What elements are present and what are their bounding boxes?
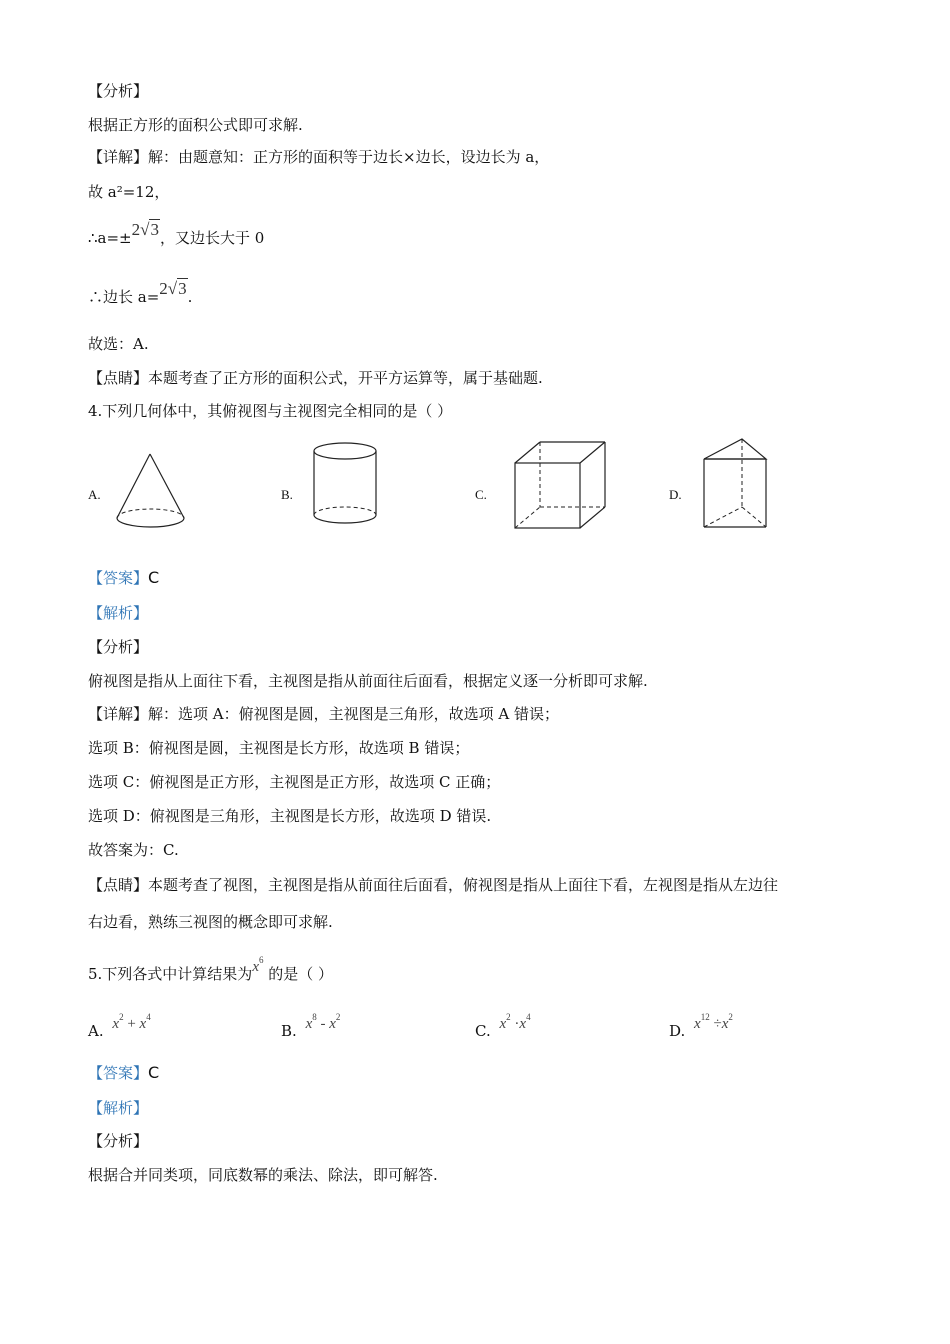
option-d: [669, 1012, 733, 1042]
detail-text: 【详解】解：选项 A：俯视图是圆，主视图是三角形，故选项 A 错误；: [88, 705, 559, 723]
final-answer: 故答案为：C.: [88, 841, 179, 859]
option-label: A.: [88, 1022, 104, 1040]
sqrt-expression: 2√3: [131, 220, 159, 239]
parse-tag: 【解析】: [88, 604, 149, 622]
prism-figure: [700, 434, 772, 532]
answer-value: C: [148, 568, 160, 587]
answer-tag: 【答案】: [88, 1064, 149, 1082]
option-a: [88, 1012, 151, 1042]
option-c-label: C.: [475, 487, 487, 502]
step-3: [88, 279, 193, 307]
option-b: [281, 1012, 341, 1042]
option-d-label: D.: [669, 487, 682, 502]
step-3-prefix: ∴边长 a=: [88, 288, 160, 306]
analysis-heading: 【分析】: [88, 638, 149, 656]
question-5-prefix: 5.下列各式中计算结果为: [88, 965, 253, 983]
answer-tag: 【答案】: [88, 569, 149, 587]
detail-text: 选项 C：俯视图是正方形，主视图是正方形，故选项 C 正确；: [88, 773, 501, 791]
cube-figure: [510, 438, 610, 533]
analysis-text: 俯视图是指从上面往下看，主视图是指从前面往后面看，根据定义逐一分析即可求解.: [88, 672, 648, 690]
step-2-prefix: ∴a=±: [88, 229, 132, 247]
step-2: [88, 220, 265, 248]
cone-figure: [108, 448, 194, 534]
step-1: 故 a²=12，: [88, 183, 170, 201]
parse-tag: 【解析】: [88, 1099, 149, 1117]
comment-text: 右边看，熟练三视图的概念即可求解.: [88, 913, 333, 931]
detail-text: 【详解】解：由题意知：正方形的面积等于边长×边长，设边长为 a，: [88, 148, 550, 166]
answer-line-5: [88, 1063, 159, 1083]
answer-value: C: [148, 1063, 160, 1082]
answer-line-4: [88, 568, 159, 588]
math-expression: $x^2 + x^4$: [112, 1012, 151, 1032]
math-expression: $x^2 \cdot x^4$: [499, 1012, 531, 1032]
question-5-suffix: 的是（ ）: [268, 965, 334, 983]
analysis-heading: 【分析】: [88, 82, 149, 100]
step-3-suffix: .: [187, 288, 193, 306]
comment-text: 【点睛】本题考查了正方形的面积公式，开平方运算等，属于基础题.: [88, 369, 543, 387]
comment-text: 【点睛】本题考查了视图，主视图是指从前面往后面看，俯视图是指从上面往下看，左视图是指从左边往: [88, 876, 779, 894]
math-expression: $x^{12} \div x^2$: [694, 1012, 733, 1032]
cylinder-figure: [306, 440, 386, 530]
detail-text: 选项 B：俯视图是圆，主视图是长方形，故选项 B 错误；: [88, 739, 470, 757]
analysis-heading: 【分析】: [88, 1132, 149, 1150]
option-label: D.: [669, 1022, 686, 1040]
step-2-suffix: ，又边长大于 0: [159, 229, 265, 247]
option-label: C.: [475, 1022, 491, 1040]
question-5: [88, 955, 334, 985]
option-b-label: B.: [281, 487, 293, 502]
math-expression: $x^6$: [252, 955, 264, 975]
option-c: [475, 1012, 531, 1042]
math-expression: $x^8 - x^2$: [305, 1012, 341, 1032]
question-4: 4.下列几何体中，其俯视图与主视图完全相同的是（ ）: [88, 402, 453, 420]
choose-text: 故选：A.: [88, 335, 149, 353]
analysis-text: 根据正方形的面积公式即可求解.: [88, 116, 303, 134]
sqrt-expression: 2√3: [159, 279, 187, 298]
analysis-text: 根据合并同类项，同底数幂的乘法、除法，即可解答.: [88, 1166, 438, 1184]
option-a-label: A.: [88, 487, 101, 502]
detail-text: 选项 D：俯视图是三角形，主视图是长方形，故选项 D 错误.: [88, 807, 492, 825]
option-label: B.: [281, 1022, 297, 1040]
